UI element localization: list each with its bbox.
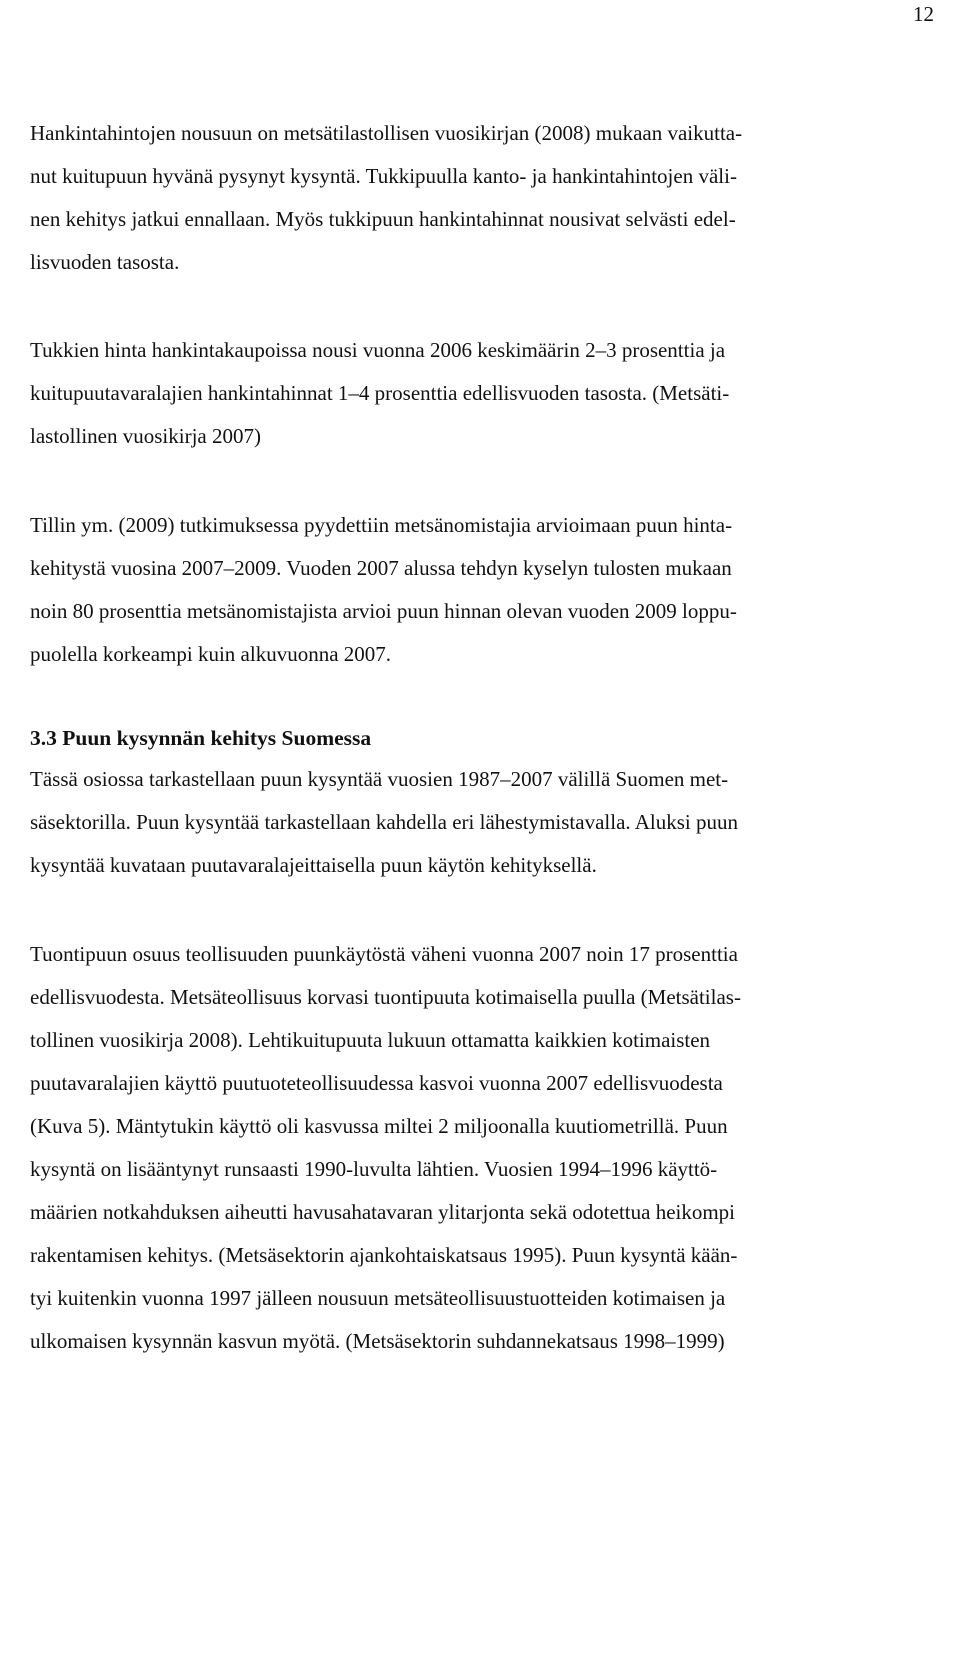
text-line: määrien notkahduksen aiheutti havusahatavaran ylitarjonta sekä odotettua heikompi [30, 1200, 736, 1224]
paragraph-study-tilli [30, 504, 898, 676]
text-line: lisvuoden tasosta. [30, 250, 180, 274]
text-line: Tukkien hinta hankintakaupoissa nousi vuonna 2006 keskimäärin 2–3 prosenttia ja [30, 338, 726, 362]
text-line: nut kuitupuun hyvänä pysynyt kysyntä. Tukkipuulla kanto- ja hankintahintojen väli- [30, 164, 737, 188]
text-line: Tillin ym. (2009) tutkimuksessa pyydettiin metsänomistajia arvioimaan puun hinta- [30, 513, 733, 537]
page-number: 12 [913, 2, 934, 26]
text-line: edellisvuodesta. Metsäteollisuus korvasi tuontipuuta kotimaisella puulla (Metsätilas- [30, 985, 741, 1009]
paragraph-purchase-prices [30, 112, 898, 284]
text-line: lastollinen vuosikirja 2007) [30, 424, 261, 448]
text-line: noin 80 prosenttia metsänomistajista arvioi puun hinnan olevan vuoden 2009 loppu- [30, 599, 737, 623]
text-line: (Kuva 5). Mäntytukin käyttö oli kasvussa miltei 2 miljoonalla kuutiometrillä. Puun [30, 1114, 728, 1138]
paragraph-log-prices [30, 329, 898, 458]
paragraph-section-intro [30, 758, 898, 887]
text-line: tyi kuitenkin vuonna 1997 jälleen nousuun metsäteollisuustuotteiden kotimaisen ja [30, 1286, 726, 1310]
text-line: Hankintahintojen nousuun on metsätilastollisen vuosikirjan (2008) mukaan vaikutta- [30, 121, 743, 145]
paragraph-import-wood [30, 933, 898, 1363]
section-heading: 3.3 Puun kysynnän kehitys Suomessa [30, 726, 372, 750]
text-line: Tässä osiossa tarkastellaan puun kysyntää vuosien 1987–2007 välillä Suomen met- [30, 767, 729, 791]
text-line: kehitystä vuosina 2007–2009. Vuoden 2007 alussa tehdyn kyselyn tulosten mukaan [30, 556, 732, 580]
text-line: tollinen vuosikirja 2008). Lehtikuitupuuta lukuun ottamatta kaikkien kotimaisten [30, 1028, 711, 1052]
text-line: rakentamisen kehitys. (Metsäsektorin ajankohtaiskatsaus 1995). Puun kysyntä kään- [30, 1243, 738, 1267]
text-line: Tuontipuun osuus teollisuuden puunkäytöstä väheni vuonna 2007 noin 17 prosenttia [30, 942, 738, 966]
text-line: kysyntä on lisääntynyt runsaasti 1990-luvulta lähtien. Vuosien 1994–1996 käyttö- [30, 1157, 718, 1181]
text-line: kysyntää kuvataan puutavaralajeittaisella puun käytön kehityksellä. [30, 853, 597, 877]
text-line: puolella korkeampi kuin alkuvuonna 2007. [30, 642, 392, 666]
text-line: puutavaralajien käyttö puutuoteteollisuudessa kasvoi vuonna 2007 edellisvuodesta [30, 1071, 723, 1095]
text-line: ulkomaisen kysynnän kasvun myötä. (Metsäsektorin suhdannekatsaus 1998–1999) [30, 1329, 725, 1353]
text-line: kuitupuutavaralajien hankintahinnat 1–4 prosenttia edellisvuoden tasosta. (Metsäti- [30, 381, 730, 405]
text-line: nen kehitys jatkui ennallaan. Myös tukkipuun hankintahinnat nousivat selvästi edel- [30, 207, 736, 231]
text-line: säsektorilla. Puun kysyntää tarkastellaan kahdella eri lähestymistavalla. Aluksi puun [30, 810, 738, 834]
document-body [30, 112, 898, 1363]
